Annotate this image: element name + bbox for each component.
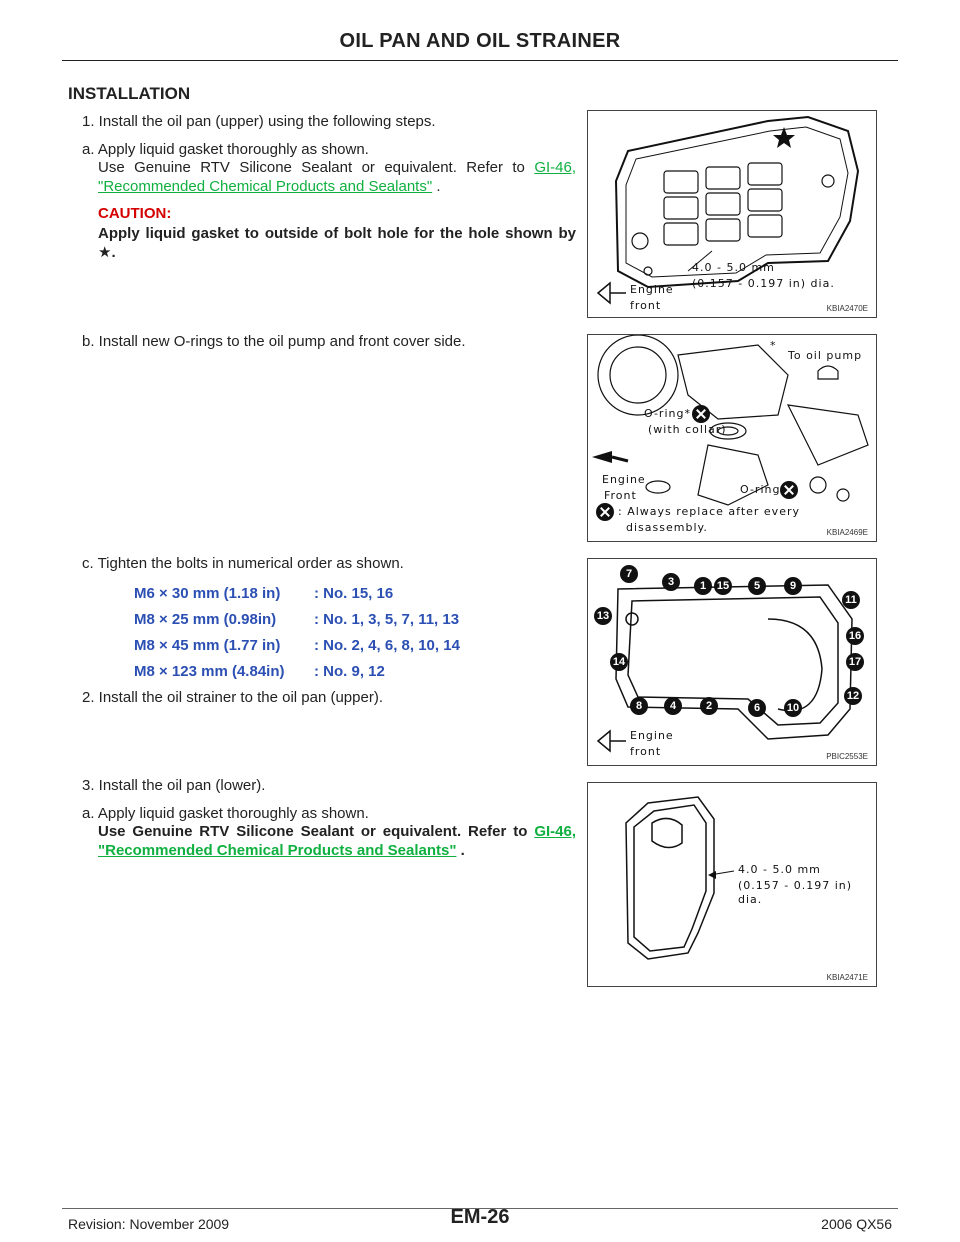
bolt-number-badge: 10	[784, 699, 802, 717]
step-3a-link[interactable]: GI-46, "Recommended Chemical Products and Sealants"	[98, 823, 576, 859]
bolt-number-badge: 17	[846, 653, 864, 671]
bolt-size: M8 × 123 mm (4.84in)	[134, 663, 285, 680]
caution-label: CAUTION:	[98, 205, 172, 222]
step-2: 2. Install the oil strainer to the oil pan (upper).	[82, 689, 383, 706]
engine-front-label: Engine	[630, 283, 674, 296]
dimension-label: 4.0 - 5.0 mm	[692, 261, 775, 274]
bolt-number-badge: 13	[594, 607, 612, 625]
bolt-spec-row	[134, 662, 460, 688]
engine-front-label: Engine	[630, 729, 674, 742]
bolt-size: M8 × 45 mm (1.77 in)	[134, 637, 281, 654]
figure-code: PBIC2553E	[826, 752, 868, 761]
step-3a-body: Use Genuine RTV Silicone Sealant or equivalent. Refer to	[98, 823, 528, 840]
caution-end: .	[111, 244, 116, 261]
step-3a-end: .	[460, 842, 465, 859]
section-heading: INSTALLATION	[68, 84, 191, 103]
bolt-number-badge: 7	[620, 565, 638, 583]
bolt-number-badge: 3	[662, 573, 680, 591]
star-icon: ★	[98, 244, 112, 261]
step-1b: b. Install new O-rings to the oil pump and front cover side.	[82, 333, 466, 350]
header-divider	[62, 60, 898, 61]
bolt-size: M8 × 25 mm (0.98in)	[134, 611, 277, 628]
step-3a-text	[98, 822, 576, 860]
page-number: EM-26	[450, 1206, 510, 1228]
bolt-number-badge: 12	[844, 687, 862, 705]
bolt-number-badge: 15	[714, 577, 732, 595]
star-marker: *	[770, 339, 777, 352]
dimension-label: (0.157 - 0.197 in) dia.	[738, 879, 853, 906]
engine-front-label: front	[630, 745, 662, 758]
step-1a-body: Use Genuine RTV Silicone Sealant or equivalent. Refer to	[98, 159, 525, 176]
o-ring-label: O-ring	[740, 483, 781, 496]
bolt-numbers: : No. 9, 12	[314, 663, 385, 680]
o-ring-collar-label: O-ring*	[644, 407, 691, 420]
replace-legend-text: disassembly.	[626, 521, 708, 534]
figure-oil-pan-upper-gasket	[587, 110, 877, 318]
bolt-number-badge: 4	[664, 697, 682, 715]
step-1a-text	[98, 158, 576, 196]
bolt-spec-table	[134, 584, 460, 688]
caution-text	[98, 224, 576, 262]
replace-legend-text: : Always replace after every	[618, 505, 800, 518]
step-1c: c. Tighten the bolts in numerical order as shown.	[82, 555, 404, 572]
engine-front-label: Engine	[602, 473, 646, 486]
bolt-number-badge: 5	[748, 577, 766, 595]
step-3a: a. Apply liquid gasket thoroughly as shown.	[82, 805, 369, 822]
bolt-numbers: : No. 15, 16	[314, 585, 394, 602]
with-collar-label: (with collar)	[648, 423, 727, 436]
bolt-number-badge: 14	[610, 653, 628, 671]
revision-date: Revision: November 2009	[68, 1216, 230, 1232]
replace-legend-icon	[596, 503, 614, 521]
caution-body: Apply liquid gasket to outside of bolt hole for the hole shown by	[98, 225, 576, 242]
bolt-size: M6 × 30 mm (1.18 in)	[134, 585, 281, 602]
figure-oil-pan-lower-gasket	[587, 782, 877, 987]
figure-code: KBIA2470E	[826, 304, 868, 313]
replace-icon	[780, 481, 798, 499]
bolt-number-badge: 16	[846, 627, 864, 645]
figure-o-rings	[587, 334, 877, 542]
bolt-numbers: : No. 1, 3, 5, 7, 11, 13	[314, 611, 460, 628]
bolt-spec-row	[134, 610, 460, 636]
bolt-numbers: : No. 2, 4, 6, 8, 10, 14	[314, 637, 460, 654]
step-1a-link[interactable]: GI-46, "Recommended Chemical Products and Sealants"	[98, 159, 576, 195]
step-3: 3. Install the oil pan (lower).	[82, 777, 266, 794]
vehicle-model: 2006 QX56	[821, 1216, 892, 1232]
dimension-label: 4.0 - 5.0 mm	[738, 863, 821, 876]
to-oil-pump-label: To oil pump	[788, 349, 863, 362]
step-1a-end: .	[436, 178, 441, 195]
bolt-number-badge: 2	[700, 697, 718, 715]
bolt-spec-row	[134, 584, 460, 610]
bolt-number-badge: 1	[694, 577, 712, 595]
figure-code: KBIA2469E	[826, 528, 868, 537]
bolt-number-badge: 9	[784, 577, 802, 595]
replace-icon	[692, 405, 710, 423]
bolt-number-badge: 8	[630, 697, 648, 715]
step-1a: a. Apply liquid gasket thoroughly as shown.	[82, 141, 369, 158]
bolt-number-badge: 6	[748, 699, 766, 717]
figure-code: KBIA2471E	[826, 973, 868, 982]
dimension-label: (0.157 - 0.197 in) dia.	[692, 277, 835, 290]
bolt-spec-row	[134, 636, 460, 662]
figure-bolt-order	[587, 558, 877, 766]
engine-front-label: Front	[604, 489, 637, 502]
engine-front-label: front	[630, 299, 662, 312]
bolt-number-badge: 11	[842, 591, 860, 609]
step-1: 1. Install the oil pan (upper) using the following steps.	[82, 113, 436, 130]
page-title: OIL PAN AND OIL STRAINER	[339, 30, 621, 52]
